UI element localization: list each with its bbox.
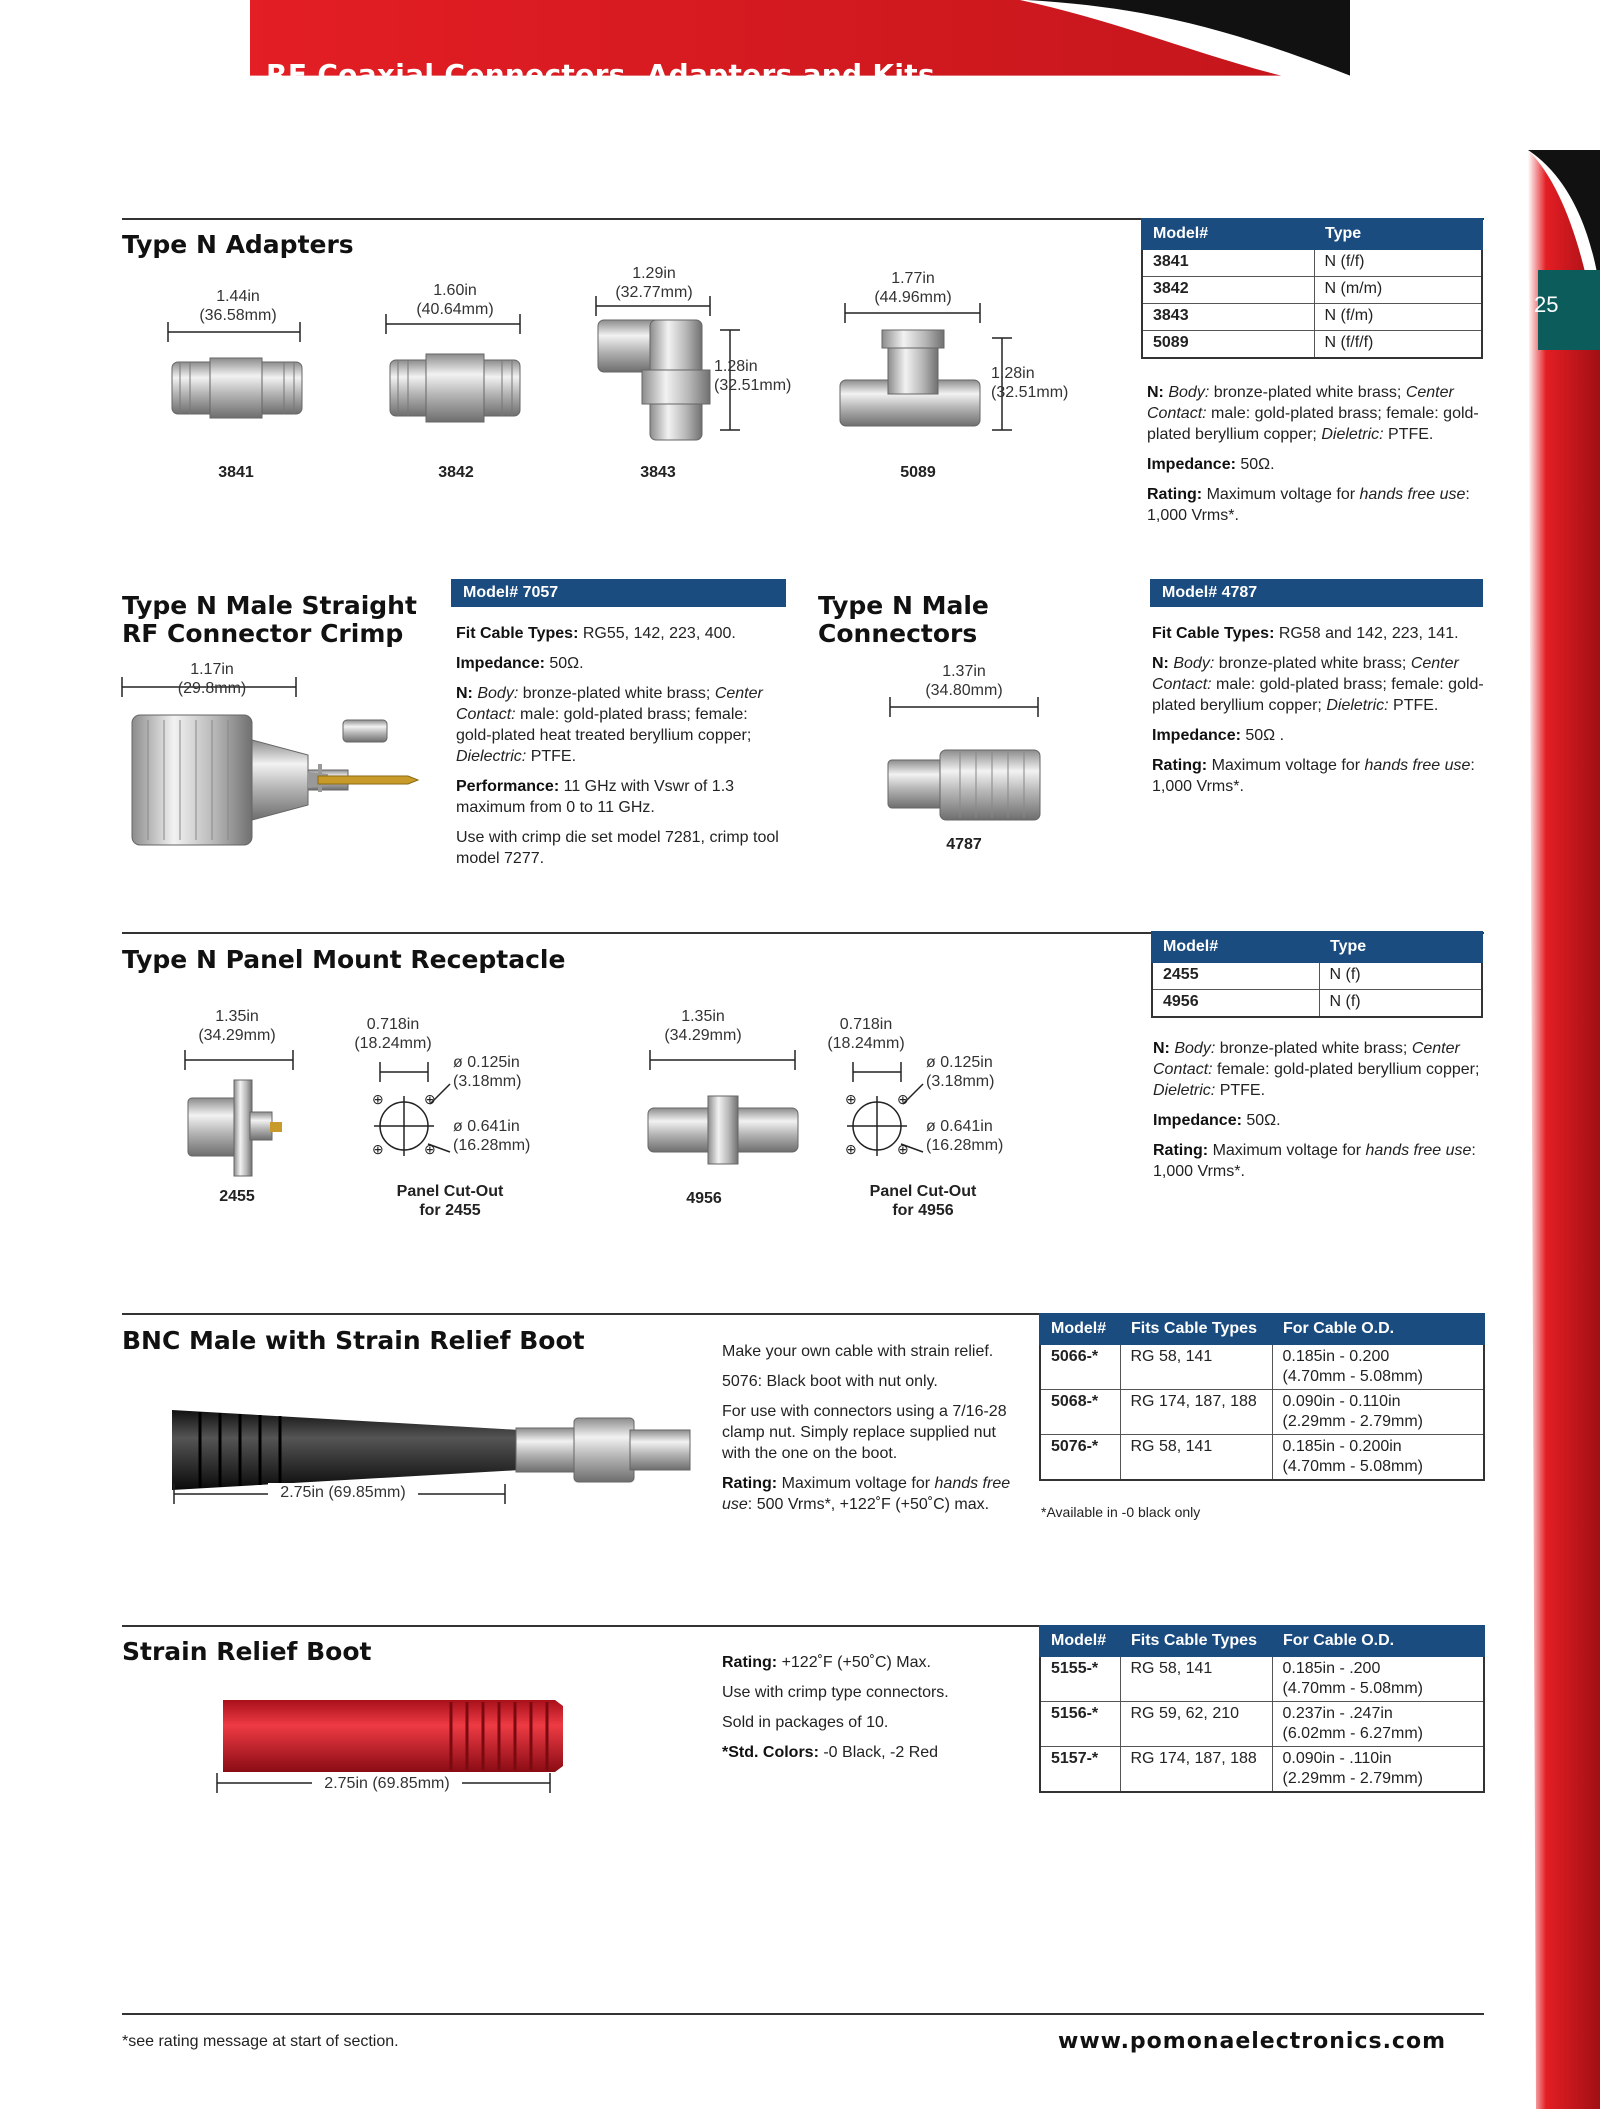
dim-3843-width: 1.29in (32.77mm) [615,265,693,301]
svg-text:⊕: ⊕ [372,1091,384,1107]
label-4956: 4956 [686,1190,722,1207]
dim-cutout2-hole: ø 0.125in (3.18mm) [926,1054,995,1090]
bnc-boot-table [1039,1313,1485,1481]
title-line: Type N Male [818,591,989,620]
panel-mount-table [1151,931,1483,1018]
col-header: Model# [1040,1314,1120,1344]
type-n-adapters-table [1141,218,1483,359]
strain-relief-boot-table [1039,1625,1485,1793]
text: 5076: Black boot with nut only. [722,1373,938,1390]
cell: 5089 [1142,331,1314,359]
label-cutout-2455: Panel Cut-Out for 2455 [396,1183,504,1219]
table-row [1040,1390,1484,1435]
col-header: Model# [1152,932,1319,962]
label-cutout-4956: Panel Cut-Out for 4956 [869,1183,977,1219]
dim-cutout1-width: 0.718in (18.24mm) [354,1016,432,1052]
svg-text:⊕: ⊕ [845,1091,857,1107]
dim-cutout1-diameter: ø 0.641in (16.28mm) [453,1118,531,1154]
header-title: RF Coaxial Connectors, Adapters and Kits [266,58,935,91]
dim-3843-height: 1.28in (32.51mm) [714,358,792,394]
receptacle-4956-image [648,1096,798,1164]
dim-bnc-boot: 2.75in (69.85mm) [268,1483,418,1502]
section-title-panel-mount: Type N Panel Mount Receptacle [122,945,566,974]
col-header: Fits Cable Types [1120,1314,1272,1344]
text: For use with connectors using a 7/16-28 clamp nut. Simply replace supplied nut with the one on the boot. [722,1403,1007,1462]
cell: 3842 [1142,277,1314,304]
panel-mount-description: N: Body: bronze-plated white brass; Center Contact: female: gold-plated beryllium copper; Dieletric: PTFE. Impedance: 50Ω. Rating: Maximum voltage for hands free use: 1,000 Vrms*. [1153,1040,1480,1180]
cell: RG 174, 187, 188 [1120,1390,1272,1435]
cell: 5155-* [1040,1656,1120,1702]
cell: 3843 [1142,304,1314,331]
cell: RG 58, 141 [1120,1656,1272,1702]
label-2455: 2455 [219,1188,255,1205]
col-header: For Cable O.D. [1272,1314,1484,1344]
svg-text:⊕: ⊕ [897,1091,909,1107]
title-line: Type N Male Straight [122,591,417,620]
table-row [1040,1702,1484,1747]
table-row [1152,990,1482,1018]
dim-3842: 1.60in (40.64mm) [416,282,494,318]
adapter-3842-image [390,354,520,422]
adapter-5089-image [840,330,980,426]
cell: 5066-* [1040,1344,1120,1390]
table-row [1040,1656,1484,1702]
cell: N (f/f) [1314,249,1482,277]
cell: 5156-* [1040,1702,1120,1747]
cell: 2455 [1152,962,1319,990]
cell: 5068-* [1040,1390,1120,1435]
strain-relief-boot-description: Rating: +122˚F (+50˚C) Max. Use with crimp type connectors. Sold in packages of 10. *Std. Colors: -0 Black, -2 Red [722,1652,1022,1772]
model-bar-7057: Model# 7057 [451,579,786,607]
section-title-type-n-adapters: Type N Adapters [122,230,354,259]
table-row [1142,277,1482,304]
label-4787: 4787 [946,836,982,853]
dim-5089-width: 1.77in (44.96mm) [874,270,952,306]
receptacle-2455-image [188,1080,282,1176]
cell: 3841 [1142,249,1314,277]
col-header: Type [1314,219,1482,249]
col-header: Model# [1040,1626,1120,1656]
dim-5089-height: 1.28in (32.51mm) [991,365,1069,401]
dim-strain-relief-boot: 2.75in (69.85mm) [312,1774,462,1793]
page-number: 25 [1534,292,1559,317]
cell: 0.185in - 0.200in (4.70mm - 5.08mm) [1272,1435,1484,1481]
table-row [1152,962,1482,990]
dim-cutout1-hole: ø 0.125in (3.18mm) [453,1054,522,1090]
col-header: Fits Cable Types [1120,1626,1272,1656]
svg-text:⊕: ⊕ [372,1141,384,1157]
bnc-boot-description: Make your own cable with strain relief. 5076: Black boot with nut only. For use with connectors using a 7/16-28 clamp nut. Simply replace supplied nut with the one on the boot. Rating: Maximum voltage for hands free use: 500 Vrms*, +122˚F (+50˚C) max. [722,1341,1022,1524]
adapter-3841-image [172,358,302,418]
side-band [1528,150,1600,2109]
section-title-bnc-boot: BNC Male with Strain Relief Boot [122,1326,585,1355]
cell: 4956 [1152,990,1319,1018]
col-header: For Cable O.D. [1272,1626,1484,1656]
availability-note: *Available in -0 black only [1041,1504,1201,1520]
label-3841: 3841 [218,464,254,481]
title-line: Connectors [818,619,978,648]
cell: 0.185in - 0.200 (4.70mm - 5.08mm) [1272,1344,1484,1390]
section-title-crimp [122,592,417,648]
cell: 5076-* [1040,1435,1120,1481]
table-row [1040,1435,1484,1481]
label-3842: 3842 [438,464,474,481]
cell: 0.237in - .247in (6.02mm - 6.27mm) [1272,1702,1484,1747]
cell: RG 174, 187, 188 [1120,1747,1272,1793]
dim-3841: 1.44in (36.58mm) [199,288,277,324]
text: Sold in packages of 10. [722,1714,889,1731]
dim-crimp: 1.17in (29.8mm) [177,661,247,697]
svg-text:⊕: ⊕ [424,1141,436,1157]
title-line: RF Connector Crimp [122,619,404,648]
crimp-description: Fit Cable Types: RG55, 142, 223, 400. Impedance: 50Ω. N: Body: bronze-plated white brass; Center Contact: male: gold-plated brass; female: gold-plated heat treated beryllium copper; Dielectric: PTFE. Performance: 11 GHz with Vswr of 1.3 maximum from 0 to 11 GHz. Use with crimp die set model 7281, crimp tool model 7277. [456,625,779,867]
cell: 5157-* [1040,1747,1120,1793]
section-title-male-connectors [818,592,989,648]
adapter-3843-image [598,320,710,440]
cell: 0.090in - 0.110in (2.29mm - 2.79mm) [1272,1390,1484,1435]
dim-cutout2-width: 0.718in (18.24mm) [827,1016,905,1052]
dim-4956: 1.35in (34.29mm) [664,1008,742,1044]
text: Use with crimp type connectors. [722,1684,949,1701]
cell: RG 58, 141 [1120,1344,1272,1390]
table-row [1142,331,1482,359]
svg-text:⊕: ⊕ [845,1141,857,1157]
col-header: Type [1319,932,1482,962]
table-row [1142,249,1482,277]
label-5089: 5089 [900,464,936,481]
footer-rule [122,2013,1484,2015]
dim-2455: 1.35in (34.29mm) [198,1008,276,1044]
footer-note: *see rating message at start of section. [122,2033,399,2050]
cell: 0.090in - .110in (2.29mm - 2.79mm) [1272,1747,1484,1793]
cell: N (f) [1319,962,1482,990]
male-connector-4787-image [880,680,1050,830]
section-title-strain-relief-boot: Strain Relief Boot [122,1637,372,1666]
dim-4787: 1.37in (34.80mm) [925,663,1003,699]
cell: N (m/m) [1314,277,1482,304]
dim-cutout2-diameter: ø 0.641in (16.28mm) [926,1118,1004,1154]
cell: 0.185in - .200 (4.70mm - 5.08mm) [1272,1656,1484,1702]
cell: N (f/f/f) [1314,331,1482,359]
label-3843: 3843 [640,464,676,481]
table-row [1040,1747,1484,1793]
col-header: Model# [1142,219,1314,249]
cell: RG 58, 141 [1120,1435,1272,1481]
text: Make your own cable with strain relief. [722,1343,994,1360]
cell: RG 59, 62, 210 [1120,1702,1272,1747]
type-n-adapters-description: N: Body: bronze-plated white brass; Center Contact: male: gold-plated brass; female: gold-plated beryllium copper; Dieletric: PTFE. Impedance: 50Ω. Rating: Maximum voltage for hands free use: 1,000 Vrms*. [1147,384,1479,524]
table-row [1040,1344,1484,1390]
header-banner [0,0,1600,110]
svg-text:⊕: ⊕ [897,1141,909,1157]
footer-url[interactable]: www.pomonaelectronics.com [1058,2029,1447,2054]
cell: N (f) [1319,990,1482,1018]
svg-text:⊕: ⊕ [424,1091,436,1107]
male-connector-description: Fit Cable Types: RG58 and 142, 223, 141. N: Body: bronze-plated white brass; Center Contact: male: gold-plated brass; female: gold-plated beryllium copper; Dieletric: PTFE. Impedance: 50Ω . Rating: Maximum voltage for hands free use: 1,000 Vrms*. [1152,625,1484,795]
table-row [1142,304,1482,331]
model-bar-4787: Model# 4787 [1150,579,1483,607]
cell: N (f/m) [1314,304,1482,331]
